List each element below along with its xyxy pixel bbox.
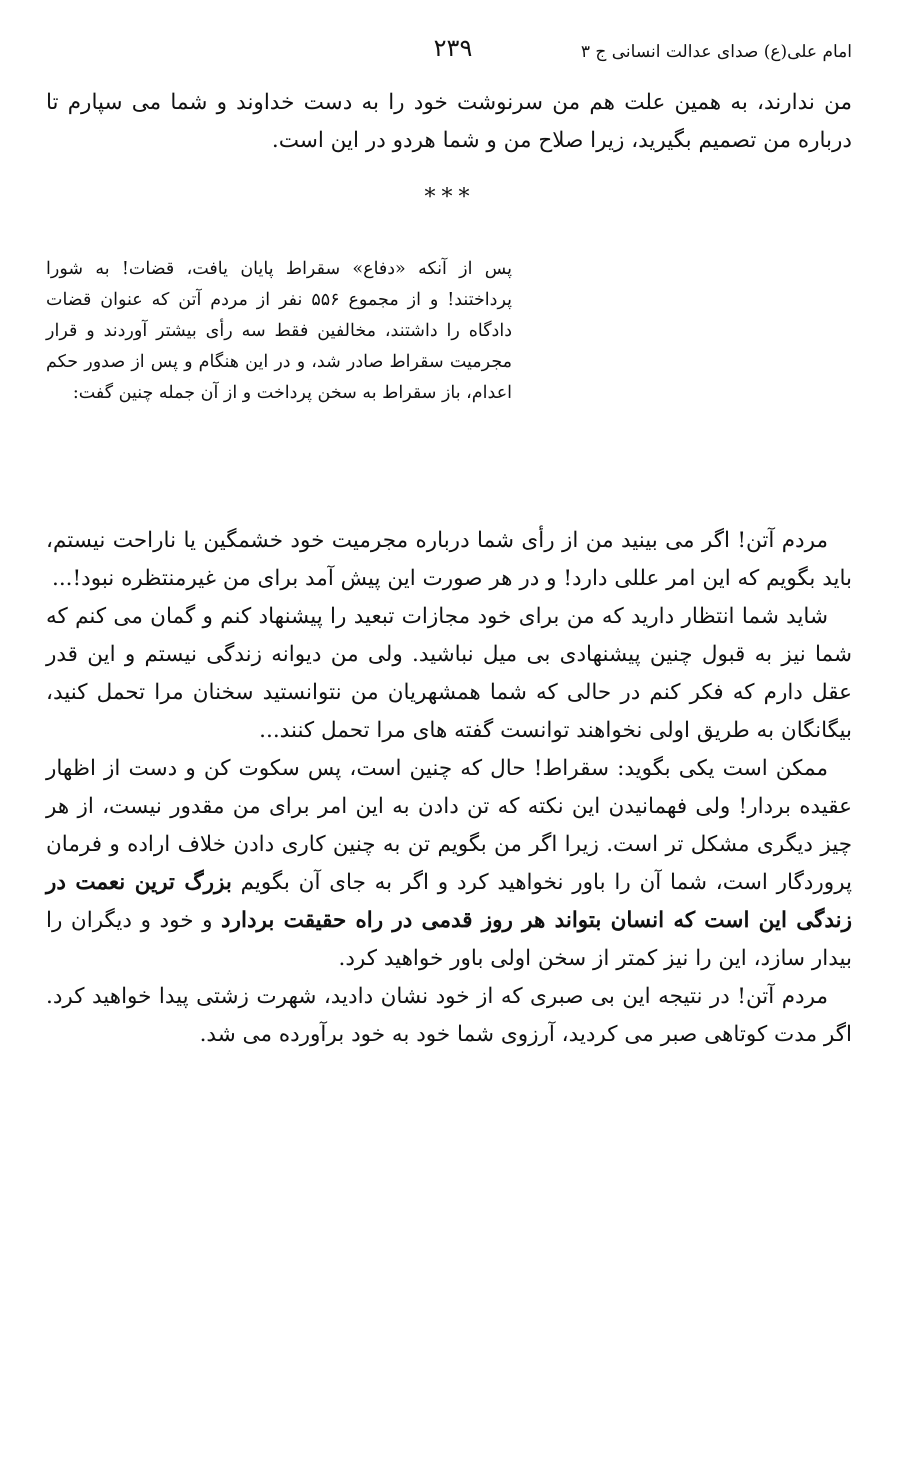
paragraph-1: مردم آتن! اگر می بینید من از رأی شما درباره مجرمیت خود خشمگین یا ناراحت نیستم، باید بگویم که این امر عللی دارد! و در هر صورت این پیش آمد برای من غیرمنتظره نبود!... [46, 528, 852, 591]
paragraph-2: شاید شما انتظار دارید که من برای خود مجازات تبعید را پیشنهاد کنم و گمان می کنم که شما نیز به قبول چنین پیشنهادی بی میل نباشید. ولی من دیوانه زندگی نیستم و این قدر عقل دارم که فکر کنم در حالی که شما همشهریان من نتوانستید سخنان مرا تحمل کنید، بیگانگان به طریق اولی نخواهند توانست گفته های مرا تحمل کنند... [46, 604, 852, 743]
paragraph-3-emphasis: بزرگ ترین نعمت در زندگی این است که انسان بتواند هر روز قدمی در راه حقیقت بردارد [46, 870, 853, 933]
paragraph-3-end: و خود و دیگران را بیدار سازد، این را نیز کمتر از سخن اولی باور خواهید کرد. [46, 908, 852, 971]
running-title: امام علی(ع) صدای عدالت انسانی ج ۳ [580, 42, 852, 62]
summary-paragraph: پس از آنکه «دفاع» سقراط پایان یافت، قضات! به شورا پرداختند! و از مجموع ۵۵۶ نفر از مردم آتن که عنوان قضات دادگاه را داشتند، مخالفین فقط سه رأی بیشتر آوردند و قرار مجرمیت سقراط صادر شد، و در این هنگام و پس از صدور حکم اعدام، باز سقراط به سخن پرداخت و از آن جمله چنین گفت: [46, 259, 512, 403]
main-text-block [46, 522, 852, 1054]
opening-paragraph-block [46, 84, 852, 160]
paragraph-3 [46, 750, 852, 978]
summary-block [46, 254, 512, 409]
opening-paragraph: من ندارند، به همین علت هم من سرنوشت خود را به دست خداوند و شما می سپارم تا درباره من تصمیم بگیرید، زیرا صلاح من و شما هردو در این است. [46, 90, 852, 153]
paragraph-4: مردم آتن! در نتیجه این بی صبری که از خود نشان دادید، شهرت زشتی پیدا خواهید کرد. اگر مدت کوتاهی صبر می کردید، آرزوی شما خود به خود برآورده می شد. [46, 984, 852, 1047]
paragraph-3-start: ممکن است یکی بگوید: سقراط! حال که چنین است، پس سکوت کن و دست از اظهار عقیده بردار! ولی فهمانیدن این نکته که تن دادن به این امر برای من مقدور نیست، از هر چیز دیگری مشکل تر است. زیرا اگر من بگویم تن به چنین کاری دادن خلاف اراده و فرمان پروردگار است، شما آن را باور نخواهید کرد و اگر به جای آن بگویم [46, 756, 852, 895]
page-number: ۲۳۹ [433, 34, 473, 62]
section-separator: *** [424, 185, 476, 210]
